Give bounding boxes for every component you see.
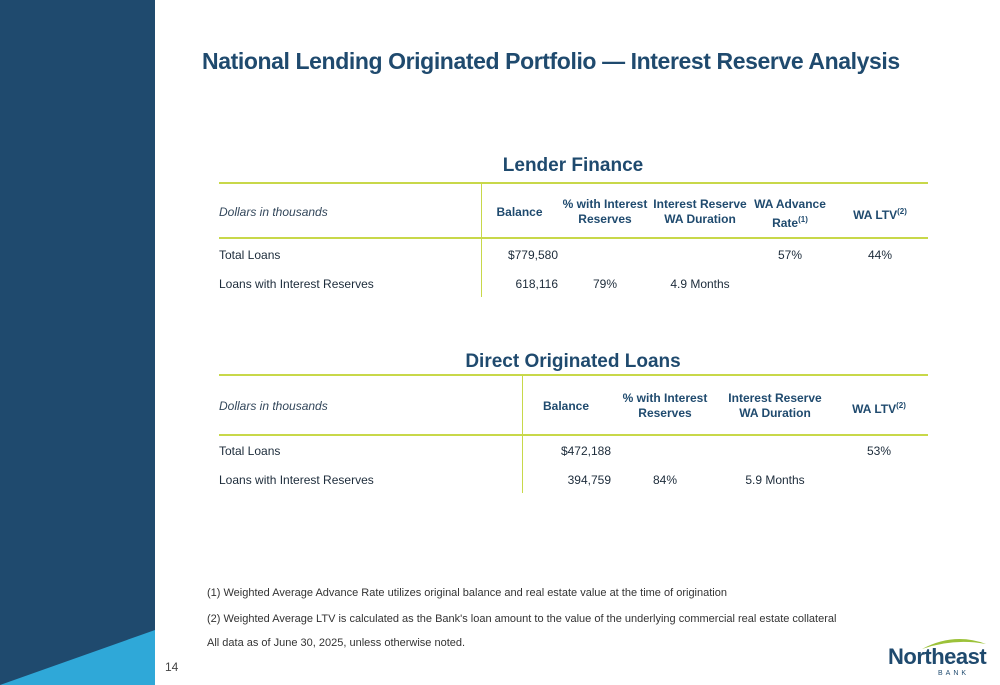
row-balance: 618,116 <box>515 277 558 291</box>
row-ltv: 44% <box>867 248 893 262</box>
logo-wordmark: Northeast <box>888 644 987 669</box>
direct-loans-header-duration: Interest Reserve WA Duration <box>728 391 822 420</box>
row-balance: $779,580 <box>507 248 558 262</box>
lender-finance-header-ltv: WA LTV$^{(2)}$ <box>853 207 907 222</box>
row-label: Loans with Interest Reserves <box>219 277 374 291</box>
row-label: Loans with Interest Reserves <box>219 473 374 487</box>
row-pct: 84% <box>652 473 678 487</box>
northeast-bank-logo <box>888 636 988 680</box>
direct-loans-title: Direct Originated Loans <box>465 351 681 372</box>
lender-finance-units-label: Dollars in thousands <box>219 205 328 219</box>
direct-loans-header-pct: % with Interest Reserves <box>622 391 708 420</box>
lender-finance-header-rule <box>219 237 928 239</box>
row-label: Total Loans <box>219 248 281 262</box>
lender-finance-top-rule <box>219 182 928 184</box>
row-duration: 5.9 Months <box>745 473 805 487</box>
page-number: 14 <box>165 660 179 674</box>
direct-loans-units-label: Dollars in thousands <box>219 399 328 413</box>
row-label: Total Loans <box>219 444 281 458</box>
lender-finance-header-duration: Interest Reserve WA Duration <box>653 197 747 226</box>
logo-subtext: BANK <box>938 670 970 677</box>
row-pct: 79% <box>592 277 618 291</box>
row-duration: 4.9 Months <box>670 277 730 291</box>
sidebar-wedge <box>0 0 155 685</box>
row-balance: 394,759 <box>567 473 611 487</box>
lender-finance-header-pct: % with Interest Reserves <box>562 197 648 226</box>
direct-loans-header-ltv: WA LTV$^{(2)}$ <box>852 401 906 416</box>
row-advance-rate: 57% <box>777 248 803 262</box>
direct-loans-top-rule <box>219 374 928 376</box>
footnote-3: All data as of June 30, 2025, unless otherwise noted. <box>207 637 466 649</box>
row-balance: $472,188 <box>560 444 611 458</box>
lender-finance-title: Lender Finance <box>502 155 644 176</box>
sidebar-panel <box>0 0 155 685</box>
page-title: National Lending Originated Portfolio — Interest Reserve Analysis <box>202 48 900 74</box>
direct-loans-header-balance: Balance <box>542 399 590 413</box>
lender-finance-header-advance-rate: WA Advance Rate$^{(1)}$ <box>754 197 826 230</box>
lender-finance-header-balance: Balance <box>496 205 543 219</box>
direct-loans-header-rule <box>219 434 928 436</box>
footnote-1: (1) Weighted Average Advance Rate utilizes original balance and real estate value at the time of origination <box>207 587 727 599</box>
row-ltv: 53% <box>866 444 892 458</box>
footnote-2: (2) Weighted Average LTV is calculated as the Bank's loan amount to the value of the underlying commercial real estate collateral <box>207 613 837 625</box>
